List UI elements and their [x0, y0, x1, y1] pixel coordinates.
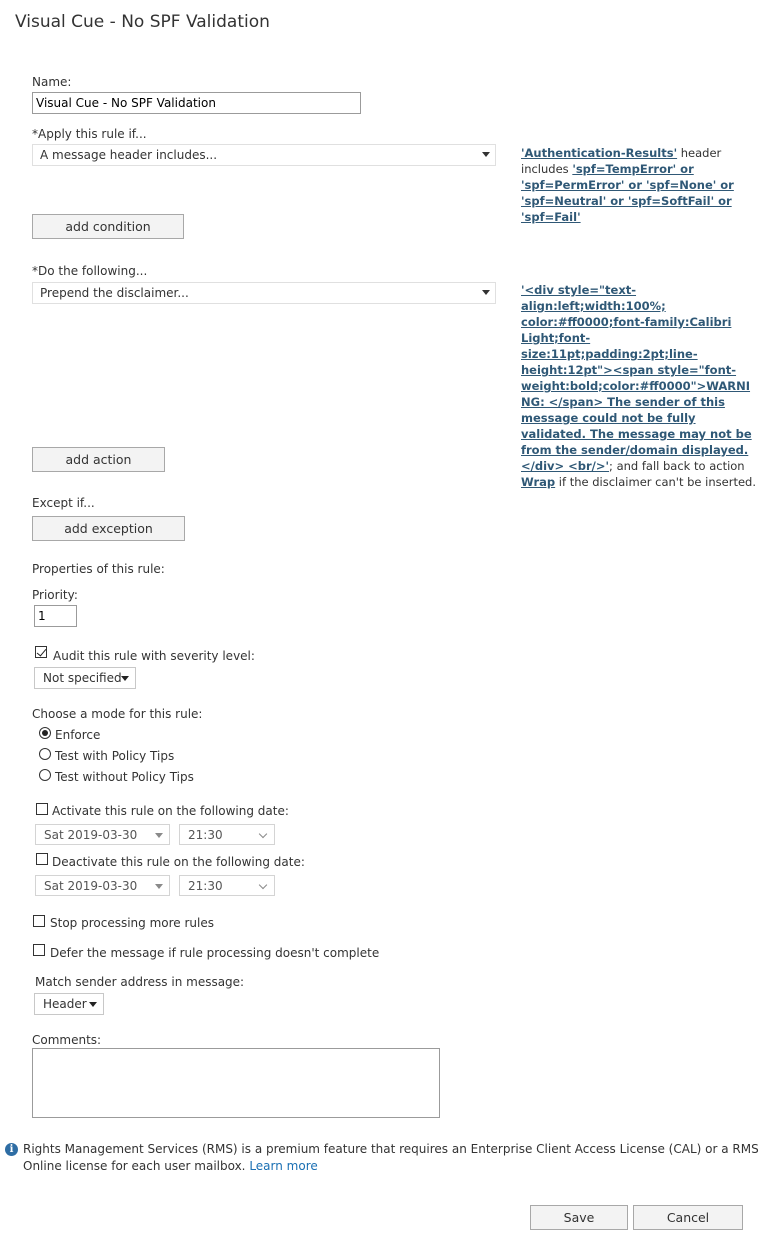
disclaimer-link[interactable]: '<div style="text-align:left;width:100%; color:#ff0000;font-family:Calibri Light;font-size:11pt;padding:2pt;line-height:12pt"><span style="font-weight:bold;color:#ff0000">WARNING: </span> The sender of this message could not be fully validated. The message may not be from the sender/domain displayed. </div> <br/>': [521, 283, 752, 473]
properties-heading: Properties of this rule:: [32, 562, 165, 576]
rms-info-text: Rights Management Services (RMS) is a premium feature that requires an Enterprise Client Access License (CAL) or a RMS Online license for each user mailbox.: [23, 1142, 759, 1173]
chevron-down-icon: [259, 881, 267, 889]
audit-checkbox[interactable]: [35, 646, 47, 658]
fallback-tail-text: if the disclaimer can't be inserted.: [555, 475, 756, 489]
header-name-link[interactable]: 'Authentication-Results': [521, 146, 678, 160]
action-summary: [521, 282, 757, 490]
condition-summary: [521, 145, 751, 225]
fallback-text: ; and fall back to action: [609, 459, 745, 473]
save-button[interactable]: Save: [530, 1205, 628, 1230]
deactivate-time-value: 21:30: [188, 879, 223, 893]
add-condition-button[interactable]: add condition: [32, 214, 184, 239]
deactivate-checkbox[interactable]: [36, 853, 48, 865]
defer-label: Defer the message if rule processing doesn't complete: [50, 946, 380, 960]
mode-enforce-radio[interactable]: [39, 727, 51, 739]
name-label: Name:: [32, 75, 72, 89]
name-input[interactable]: [32, 92, 361, 114]
deactivate-date-value: Sat 2019-03-30: [44, 879, 138, 893]
chevron-down-icon: [482, 290, 490, 295]
action-label: *Do the following...: [32, 264, 148, 278]
activate-time-select[interactable]: [179, 824, 275, 845]
match-sender-label: Match sender address in message:: [35, 975, 245, 989]
chevron-down-icon: [482, 152, 490, 157]
mode-enforce-label: Enforce: [55, 728, 101, 742]
match-sender-value: Header: [43, 997, 87, 1011]
condition-label: *Apply this rule if...: [32, 127, 147, 141]
cancel-button[interactable]: Cancel: [633, 1205, 743, 1230]
condition-select[interactable]: [32, 144, 496, 166]
fallback-action-link[interactable]: Wrap: [521, 475, 556, 489]
audit-label: Audit this rule with severity level:: [53, 649, 255, 663]
chevron-down-icon: [259, 830, 267, 838]
deactivate-date-select[interactable]: [35, 875, 170, 896]
stop-processing-label: Stop processing more rules: [50, 916, 214, 930]
priority-label: Priority:: [32, 588, 78, 602]
priority-input[interactable]: [34, 605, 77, 627]
action-select[interactable]: [32, 282, 496, 304]
action-selected: Prepend the disclaimer...: [40, 286, 189, 300]
header-values-link[interactable]: 'spf=TempError' or 'spf=PermError' or 'spf=None' or 'spf=Neutral' or 'spf=SoftFail' or 'spf=Fail': [521, 162, 734, 224]
mode-test-no-tips-label: Test without Policy Tips: [55, 770, 194, 784]
severity-select[interactable]: [34, 667, 136, 689]
activate-date-select[interactable]: [35, 824, 170, 845]
chevron-down-icon: [89, 1002, 97, 1007]
stop-processing-checkbox[interactable]: [33, 915, 45, 927]
condition-selected: A message header includes...: [40, 148, 218, 162]
learn-more-link[interactable]: Learn more: [249, 1159, 318, 1173]
comments-label: Comments:: [32, 1033, 102, 1047]
chevron-down-icon: [155, 884, 163, 889]
comments-textarea[interactable]: [32, 1048, 440, 1118]
mode-test-tips-radio[interactable]: [39, 748, 51, 760]
activate-date-value: Sat 2019-03-30: [44, 828, 138, 842]
add-exception-button[interactable]: add exception: [32, 516, 185, 541]
page-title: Visual Cue - No SPF Validation: [15, 12, 270, 32]
chevron-down-icon: [155, 833, 163, 838]
activate-checkbox[interactable]: [36, 803, 48, 815]
mode-label: Choose a mode for this rule:: [32, 707, 203, 721]
defer-checkbox[interactable]: [33, 944, 45, 956]
mode-test-tips-label: Test with Policy Tips: [55, 749, 175, 763]
add-action-button[interactable]: add action: [32, 447, 165, 472]
mode-test-no-tips-radio[interactable]: [39, 769, 51, 781]
activate-time-value: 21:30: [188, 828, 223, 842]
rms-info: [23, 1141, 763, 1175]
deactivate-label: Deactivate this rule on the following date:: [52, 855, 305, 869]
activate-label: Activate this rule on the following date:: [52, 804, 289, 818]
condition-summary-text: header includes: [521, 146, 722, 176]
severity-value: Not specified: [43, 671, 122, 685]
deactivate-time-select[interactable]: [179, 875, 275, 896]
exception-label: Except if...: [32, 496, 95, 510]
info-icon: i: [5, 1143, 18, 1156]
match-sender-select[interactable]: [34, 993, 104, 1015]
chevron-down-icon: [121, 676, 129, 681]
